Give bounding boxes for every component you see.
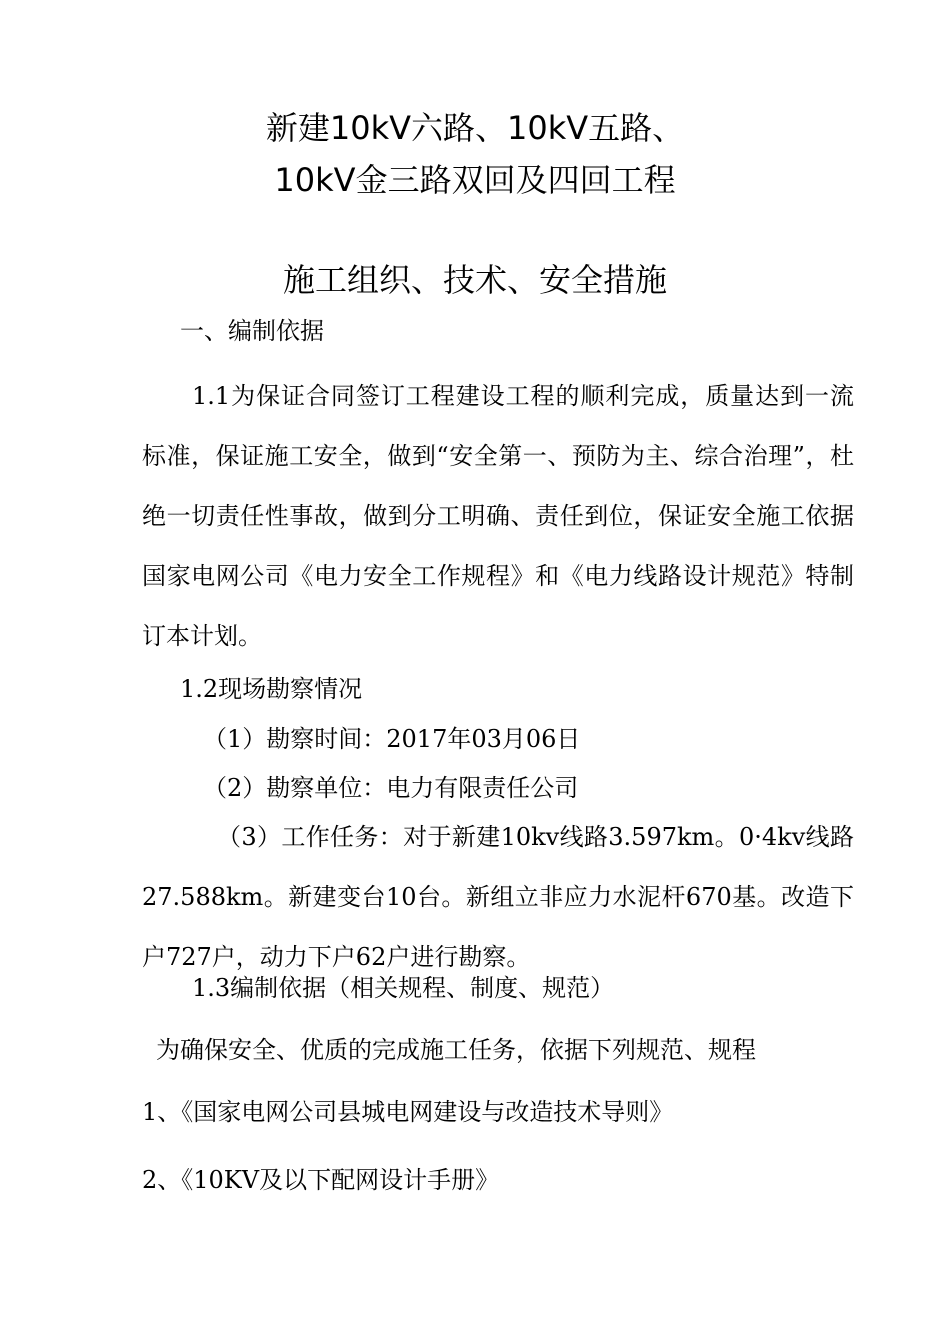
title-line-2: 10kV金三路双回及四回工程 [274,161,676,199]
title-line-1: 新建10kV六路、10kV五路、 [265,109,685,147]
paragraph-1-1: 1.1为保证合同签订工程建设工程的顺利完成，质量达到一流标准，保证施工安全，做到“安全第一、预防为主、综合治理”，杜绝一切责任性事故，做到分工明确、责任到位，保证安全施工依据国家电网公司《电力安全工作规程》和《电力线路设计规范》特制订本计划。 [142,382,854,650]
subheading-1-3-basis: 1.3编制依据（相关规程、制度、规范） [192,974,615,1002]
subheading-1-2-site-survey: 1.2现场勘察情况 [180,675,363,703]
survey-time: （1）勘察时间：2017年03月06日 [203,725,581,753]
survey-unit: （2）勘察单位：电力有限责任公司 [203,774,579,802]
survey-task: （3）工作任务：对于新建10kv线路3.597km。0·4kv线路27.588km。新建变台10台。新组立非应力水泥杆670基。改造下户727户，动力下户62户进行勘察。 [142,823,854,971]
reference-item-2: 2、《10KV及以下配网设计手册》 [142,1166,500,1194]
title-line-3: 施工组织、技术、安全措施 [282,261,667,299]
intro-paragraph: 为确保安全、优质的完成施工任务，依据下列规范、规程 [156,1036,756,1064]
section-heading-compilation-basis: 一、编制依据 [180,317,324,345]
reference-item-1: 1、《国家电网公司县城电网建设与改造技术导则》 [142,1098,674,1126]
